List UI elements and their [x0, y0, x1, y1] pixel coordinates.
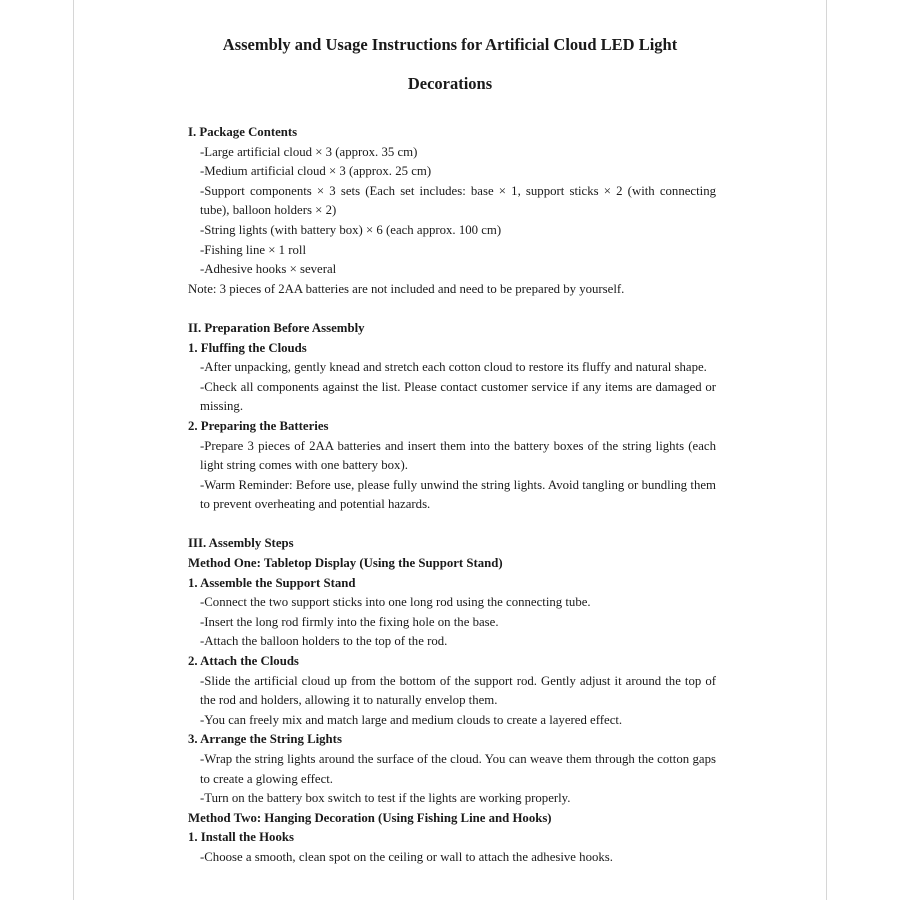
document-title-continued: Decorations: [407, 74, 493, 93]
section-heading: II. Preparation Before Assembly: [188, 320, 365, 335]
document-title: Assembly and Usage Instructions for Artificial Cloud LED Light: [222, 35, 678, 54]
document-body: [188, 123, 716, 868]
section-heading: I. Package Contents: [188, 125, 298, 139]
list-item: -Insert the long rod firmly into the fixing hole on the base.: [200, 614, 499, 629]
list-item: -Adhesive hooks × several: [200, 262, 337, 277]
note-text: Note: 3 pieces of 2AA batteries are not included and need to be prepared by yourself.: [188, 281, 625, 296]
section-heading: Method Two: Hanging Decoration (Using Fishing Line and Hooks): [188, 810, 552, 825]
list-item: -Check all components against the list. Please contact customer service if any items are damaged or missing.: [200, 379, 716, 414]
list-item: -Attach the balloon holders to the top of the rod.: [200, 634, 448, 649]
list-item: -After unpacking, gently knead and stretch each cotton cloud to restore its fluffy and natural shape.: [200, 360, 707, 375]
list-item: -Warm Reminder: Before use, please fully unwind the string lights. Avoid tangling or bundling them to prevent overheating and potential hazards.: [200, 477, 716, 512]
section-heading: 3. Arrange the String Lights: [188, 732, 342, 747]
paragraph-gap: [188, 299, 716, 319]
section-heading: 1. Assemble the Support Stand: [188, 575, 356, 590]
list-item: -Connect the two support sticks into one long rod using the connecting tube.: [200, 595, 591, 610]
list-item: -Turn on the battery box switch to test if the lights are working properly.: [200, 791, 571, 806]
section-heading: 2. Preparing the Batteries: [188, 418, 329, 433]
list-item: -You can freely mix and match large and medium clouds to create a layered effect.: [200, 712, 623, 727]
paragraph-gap: [188, 515, 716, 535]
list-item: -Medium artificial cloud × 3 (approx. 25 cm): [200, 164, 432, 179]
list-item: -Large artificial cloud × 3 (approx. 35 cm): [200, 144, 418, 159]
section-heading: 1. Fluffing the Clouds: [188, 340, 307, 355]
list-item: -Fishing line × 1 roll: [200, 242, 307, 257]
list-item: -Support components × 3 sets (Each set includes: base × 1, support sticks × 2 (with connecting tube), balloon holders × 2): [200, 183, 716, 218]
section-heading: III. Assembly Steps: [188, 536, 294, 551]
section-heading: 2. Attach the Clouds: [188, 654, 299, 669]
list-item: -Choose a smooth, clean spot on the ceiling or wall to attach the adhesive hooks.: [200, 849, 613, 864]
list-item: -String lights (with battery box) × 6 (each approx. 100 cm): [200, 222, 502, 237]
document-page: [73, 0, 827, 900]
list-item: -Prepare 3 pieces of 2AA batteries and insert them into the battery boxes of the string lights (each light string comes with one battery box).: [200, 438, 716, 473]
list-item: -Wrap the string lights around the surface of the cloud. You can weave them through the cotton gaps to create a glowing effect.: [200, 752, 716, 786]
section-heading: 1. Install the Hooks: [188, 830, 294, 845]
section-heading: Method One: Tabletop Display (Using the Support Stand): [188, 556, 503, 571]
list-item: -Slide the artificial cloud up from the bottom of the support rod. Gently adjust it around the top of the rod and holders, allowing it to naturally envelop them.: [200, 673, 716, 708]
